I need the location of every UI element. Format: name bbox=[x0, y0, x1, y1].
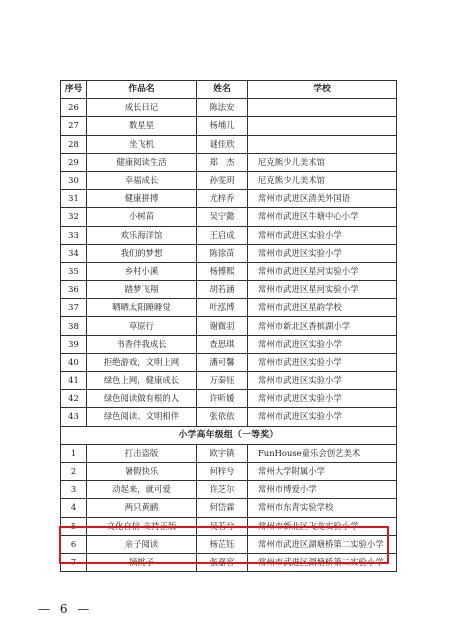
cell-no: 36 bbox=[61, 281, 87, 299]
cell-name: 吴若兮 bbox=[197, 517, 248, 535]
cell-work: 踏梦飞翔 bbox=[87, 281, 197, 299]
cell-no: 6 bbox=[61, 535, 87, 553]
cell-work: 文化自信 支持正版 bbox=[87, 517, 197, 535]
cell-work: 健康阅读生活 bbox=[87, 153, 197, 171]
cell-school: 常州市新北区飞龙实验小学 bbox=[248, 517, 397, 535]
cell-name: 孙雯玥 bbox=[197, 171, 248, 189]
table-row bbox=[61, 171, 397, 189]
table-row bbox=[61, 299, 397, 317]
cell-work: 动起来，就可爱 bbox=[87, 481, 197, 499]
cell-work: 亲子阅读 bbox=[87, 535, 197, 553]
cell-work: 成长日记 bbox=[87, 99, 197, 117]
cell-name: 欧宇镇 bbox=[197, 444, 248, 462]
award-table bbox=[60, 80, 397, 572]
cell-name: 叶泓博 bbox=[197, 299, 248, 317]
header-name: 姓名 bbox=[197, 81, 248, 99]
header-row bbox=[61, 81, 397, 99]
cell-school: 常州市武进区清美外国语 bbox=[248, 190, 397, 208]
table-row bbox=[61, 99, 397, 117]
cell-no: 27 bbox=[61, 117, 87, 135]
cell-name: 许昕媛 bbox=[197, 390, 248, 408]
cell-name: 杨芷钰 bbox=[197, 535, 248, 553]
table-row bbox=[61, 335, 397, 353]
cell-name: 杨埔儿 bbox=[197, 117, 248, 135]
cell-school: 常州市新北区香槟湖小学 bbox=[248, 317, 397, 335]
cell-school: 常州市东青实验学校 bbox=[248, 499, 397, 517]
cell-no: 39 bbox=[61, 335, 87, 353]
cell-name: 谜佳欣 bbox=[197, 135, 248, 153]
group-title-row bbox=[61, 426, 397, 444]
cell-work: 数星星 bbox=[87, 117, 197, 135]
cell-no: 37 bbox=[61, 299, 87, 317]
table-row bbox=[61, 408, 397, 426]
cell-school: 常州市武进区湖塘桥第二实验小学 bbox=[248, 535, 397, 553]
table-row bbox=[61, 517, 397, 535]
cell-school: 常州市武进区星河实验小学 bbox=[248, 262, 397, 280]
cell-no: 38 bbox=[61, 317, 87, 335]
cell-name: 许芝尔 bbox=[197, 481, 248, 499]
cell-work: 书香伴我成长 bbox=[87, 335, 197, 353]
cell-school: 尼克熊少儿美术馆 bbox=[248, 171, 397, 189]
cell-work: 暑假快乐 bbox=[87, 462, 197, 480]
cell-work: 两只黄鹂 bbox=[87, 499, 197, 517]
cell-name: 谢微羽 bbox=[197, 317, 248, 335]
table-row bbox=[61, 135, 397, 153]
cell-name: 胡若涵 bbox=[197, 281, 248, 299]
cell-school bbox=[248, 117, 397, 135]
cell-name: 万秦钰 bbox=[197, 372, 248, 390]
cell-no: 26 bbox=[61, 99, 87, 117]
cell-name: 查思琪 bbox=[197, 335, 248, 353]
cell-no: 43 bbox=[61, 408, 87, 426]
cell-school bbox=[248, 99, 397, 117]
table-row bbox=[61, 244, 397, 262]
cell-no: 29 bbox=[61, 153, 87, 171]
cell-no: 42 bbox=[61, 390, 87, 408]
cell-work: 拒绝游戏，文明上网 bbox=[87, 353, 197, 371]
cell-no: 2 bbox=[61, 462, 87, 480]
group-title: 小学高年级组（一等奖） bbox=[61, 426, 397, 444]
cell-name: 张嘉容 bbox=[197, 553, 248, 571]
cell-school: 常州市武进区星河实验小学 bbox=[248, 281, 397, 299]
table-row bbox=[61, 262, 397, 280]
cell-school: 常州市武进区牛塘中心小学 bbox=[248, 208, 397, 226]
table-row bbox=[61, 153, 397, 171]
cell-school: 常州市武进区星韵学校 bbox=[248, 299, 397, 317]
cell-school: 尼克熊少儿美术馆 bbox=[248, 153, 397, 171]
cell-work: 欢乐海洋馆 bbox=[87, 226, 197, 244]
cell-work: 健康拼搏 bbox=[87, 190, 197, 208]
cell-name: 吴宁懿 bbox=[197, 208, 248, 226]
cell-no: 5 bbox=[61, 517, 87, 535]
cell-name: 潘可馨 bbox=[197, 353, 248, 371]
cell-no: 35 bbox=[61, 262, 87, 280]
cell-school: 常州市武进区实验小学 bbox=[248, 372, 397, 390]
cell-work: 坐飞机 bbox=[87, 135, 197, 153]
rows-section-b bbox=[61, 444, 397, 571]
cell-name: 尤梓乔 bbox=[197, 190, 248, 208]
table-row bbox=[61, 462, 397, 480]
cell-school: 常州市武进区实验小学 bbox=[248, 353, 397, 371]
table-row bbox=[61, 117, 397, 135]
table-row bbox=[61, 553, 397, 571]
header-work: 作品名 bbox=[87, 81, 197, 99]
header-school: 学校 bbox=[248, 81, 397, 99]
table-row bbox=[61, 208, 397, 226]
table-row bbox=[61, 226, 397, 244]
table-row bbox=[61, 390, 397, 408]
table-row bbox=[61, 499, 397, 517]
cell-work: 绿色上网，健康成长 bbox=[87, 372, 197, 390]
cell-work: 乡村小溪 bbox=[87, 262, 197, 280]
cell-no: 40 bbox=[61, 353, 87, 371]
cell-no: 3 bbox=[61, 481, 87, 499]
cell-work: 打击盗版 bbox=[87, 444, 197, 462]
table-row bbox=[61, 372, 397, 390]
cell-work: 小树苗 bbox=[87, 208, 197, 226]
cell-work: 我们的梦想 bbox=[87, 244, 197, 262]
cell-name: 陈徐苗 bbox=[197, 244, 248, 262]
cell-school: 常州市武进区实验小学 bbox=[248, 244, 397, 262]
table-row bbox=[61, 353, 397, 371]
cell-name: 陈法安 bbox=[197, 99, 248, 117]
cell-name: 何岱霖 bbox=[197, 499, 248, 517]
cell-name: 王启成 bbox=[197, 226, 248, 244]
cell-school: 常州市武进区实验小学 bbox=[248, 408, 397, 426]
cell-school: FunHouse童乐会创艺美术 bbox=[248, 444, 397, 462]
table-row bbox=[61, 481, 397, 499]
award-table-sheet bbox=[60, 80, 396, 572]
cell-school: 常州市武进区实验小学 bbox=[248, 390, 397, 408]
cell-name: 张依依 bbox=[197, 408, 248, 426]
rows-section-a bbox=[61, 99, 397, 426]
page-number: — 6 — bbox=[38, 602, 93, 616]
table-row bbox=[61, 444, 397, 462]
cell-work: 草原行 bbox=[87, 317, 197, 335]
cell-no: 32 bbox=[61, 208, 87, 226]
cell-no: 33 bbox=[61, 226, 87, 244]
cell-work: 绿色阅读做有根的人 bbox=[87, 390, 197, 408]
cell-no: 31 bbox=[61, 190, 87, 208]
cell-no: 1 bbox=[61, 444, 87, 462]
cell-school: 常州市武进区湖塘桥第二实验小学 bbox=[248, 553, 397, 571]
cell-no: 30 bbox=[61, 171, 87, 189]
table-row bbox=[61, 190, 397, 208]
cell-no: 28 bbox=[61, 135, 87, 153]
cell-name: 郑 杰 bbox=[197, 153, 248, 171]
cell-school: 常州市武进区实验小学 bbox=[248, 335, 397, 353]
cell-school: 常州市博爱小学 bbox=[248, 481, 397, 499]
table-row bbox=[61, 535, 397, 553]
table-row bbox=[61, 281, 397, 299]
cell-no: 41 bbox=[61, 372, 87, 390]
cell-no: 7 bbox=[61, 553, 87, 571]
table-row bbox=[61, 317, 397, 335]
cell-work: 摘桃子 bbox=[87, 553, 197, 571]
cell-work: 晒晒太阳睡睡觉 bbox=[87, 299, 197, 317]
header-no: 序号 bbox=[61, 81, 87, 99]
cell-school: 常州大学附属小学 bbox=[248, 462, 397, 480]
cell-work: 绿色阅读、文明相伴 bbox=[87, 408, 197, 426]
cell-name: 何梓兮 bbox=[197, 462, 248, 480]
cell-school bbox=[248, 135, 397, 153]
cell-name: 杨傅熙 bbox=[197, 262, 248, 280]
cell-work: 幸福成长 bbox=[87, 171, 197, 189]
cell-no: 4 bbox=[61, 499, 87, 517]
cell-no: 34 bbox=[61, 244, 87, 262]
cell-school: 常州市武进区实验小学 bbox=[248, 226, 397, 244]
